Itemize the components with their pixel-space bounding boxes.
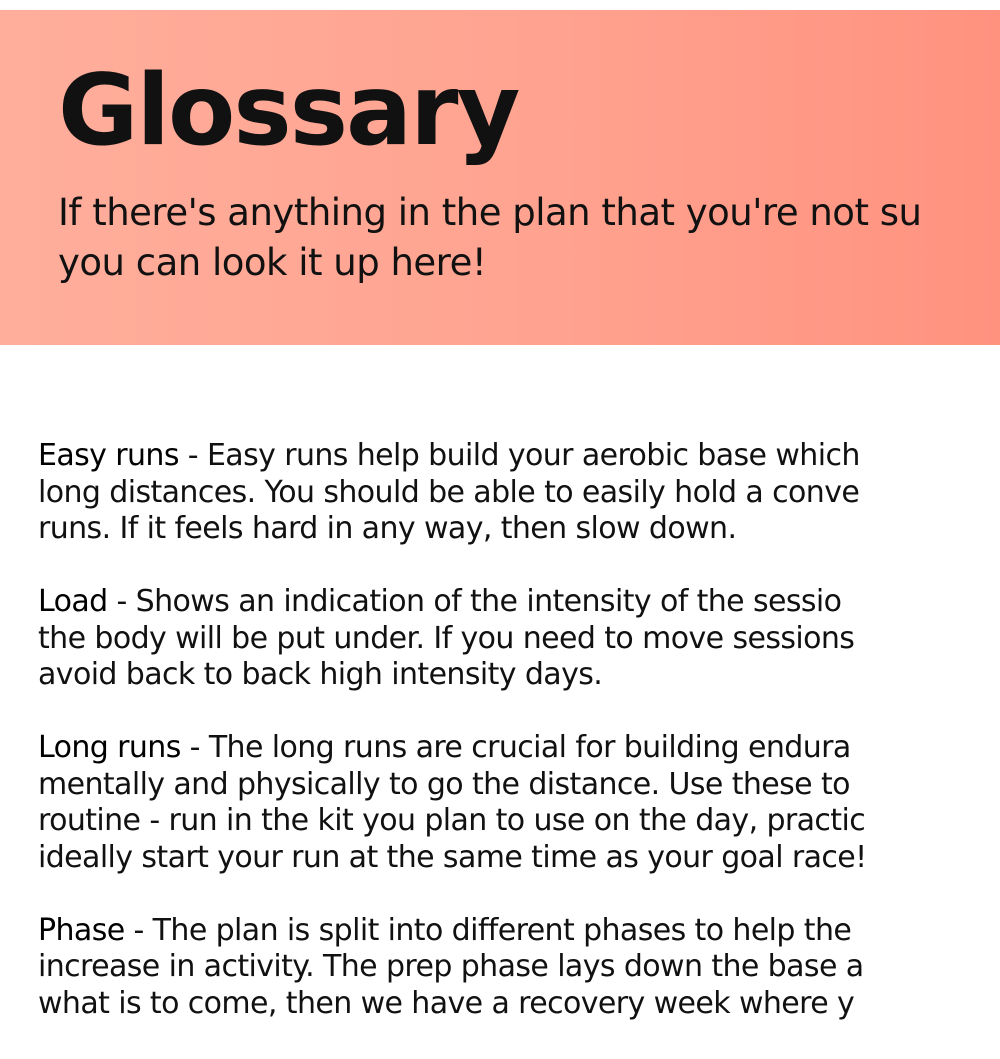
header-banner	[0, 10, 1000, 345]
glossary-term: Easy runs	[38, 438, 179, 473]
page-subtitle	[58, 188, 921, 288]
subtitle-line: If there's anything in the plan that you're not su	[58, 191, 922, 234]
definition-text: - Shows an indication of the intensity of the sessio	[107, 584, 842, 619]
definition-text: - The long runs are crucial for building endura	[180, 730, 851, 765]
definition-line: ideally start your run at the same time as your goal race!	[38, 839, 867, 875]
definition-text: - The plan is split into different phases to help the	[124, 912, 852, 948]
definition-line: increase in activity. The prep phase lays down the base a	[38, 949, 864, 984]
definition-line: runs. If it feels hard in any way, then slow down.	[38, 511, 737, 546]
definition-text: - Easy runs help build your aerobic base which	[178, 438, 860, 473]
glossary-entry-long-runs	[38, 730, 1000, 876]
definition-line: avoid back to back high intensity days.	[38, 657, 603, 692]
subtitle-line: you can look it up here!	[58, 241, 487, 284]
glossary-entry-phase	[38, 913, 1000, 1023]
glossary-entry-load	[38, 584, 1000, 694]
glossary-term: Load	[38, 584, 108, 619]
definition-line: the body will be put under. If you need to move sessions	[38, 620, 855, 656]
definition-line: mentally and physically to go the distance. Use these to	[38, 766, 850, 802]
glossary-list	[38, 438, 1000, 1059]
definition-line: routine - run in the kit you plan to use on the day, practic	[38, 803, 866, 838]
definition-line: what is to come, then we have a recovery week where y	[38, 985, 855, 1021]
glossary-term: Long runs	[38, 730, 181, 765]
definition-line: long distances. You should be able to easily hold a conve	[38, 474, 860, 510]
glossary-entry-easy-runs	[38, 438, 1000, 548]
glossary-term: Phase	[38, 912, 125, 948]
page-title: Glossary	[58, 54, 519, 168]
